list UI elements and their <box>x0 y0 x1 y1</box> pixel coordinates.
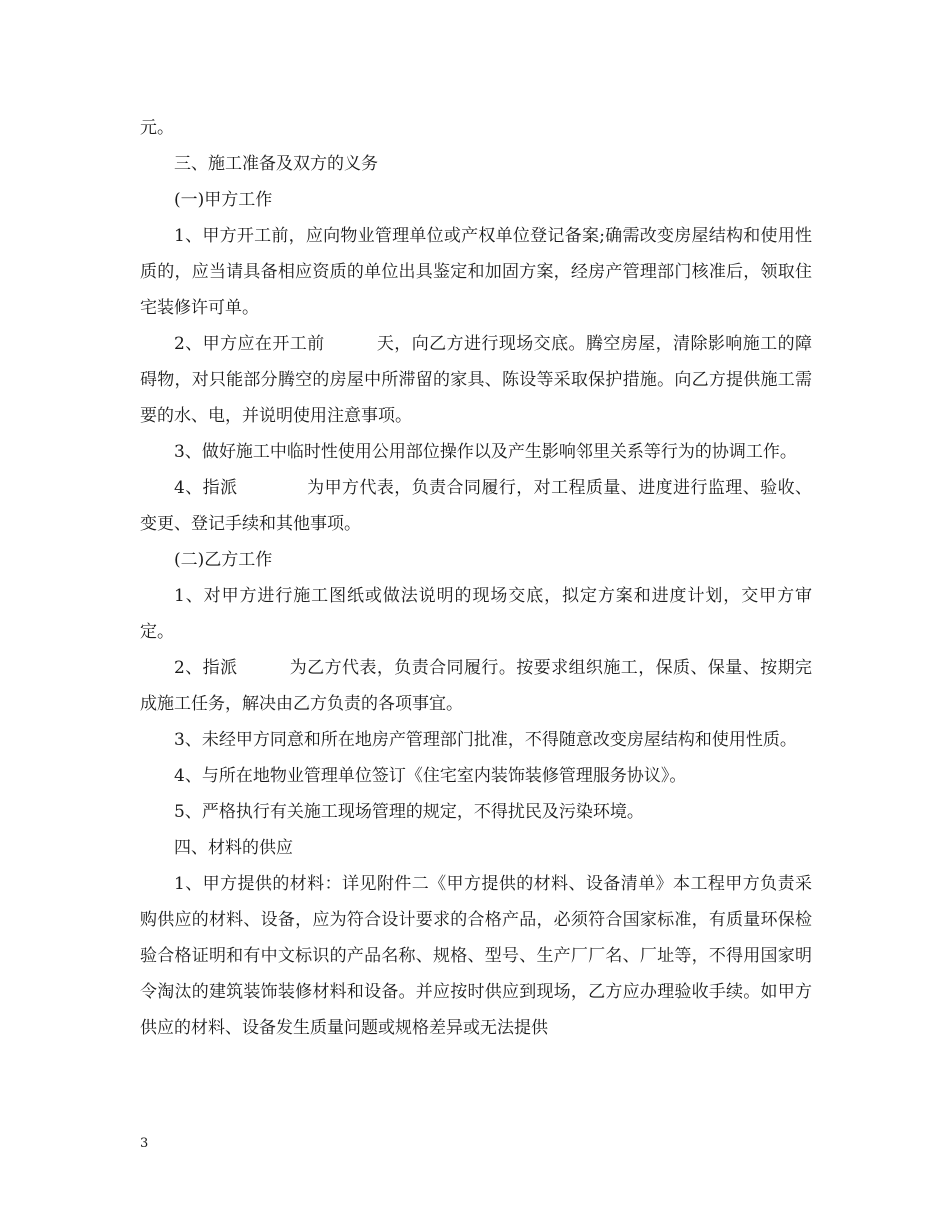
clause-party-a-1: 1、甲方开工前，应向物业管理单位或产权单位登记备案;确需改变房屋结构和使用性质的，应当请具备相应资质的单位出具鉴定和加固方案，经房产管理部门核准后，领取住宅装修许可单。 <box>140 226 812 318</box>
subsection-heading-party-b: (二)乙方工作 <box>174 550 273 570</box>
section-heading-material-supply: 四、材料的供应 <box>174 838 293 858</box>
clause-party-b-3: 3、未经甲方同意和所在地房产管理部门批准，不得随意改变房屋结构和使用性质。 <box>174 730 797 750</box>
clause-material-supply-1: 1、甲方提供的材料：详见附件二《甲方提供的材料、设备清单》本工程甲方负责采购供应的材料、设备，应为符合设计要求的合格产品，必须符合国家标准，有质量环保检验合格证明和有中文标识的产品名称、规格、型号、生产厂厂名、厂址等，不得用国家明令淘汰的建筑装饰装修材料和设备。并应按时供应到现场，乙方应办理验收手续。如甲方供应的材料、设备发生质量问题或规格差异或无法提供 <box>140 874 812 1038</box>
clause-party-b-4: 4、与所在地物业管理单位签订《住宅室内装饰装修管理服务协议》。 <box>174 766 687 786</box>
clause-party-a-4: 4、指派 为甲方代表，负责合同履行，对工程质量、进度进行监理、验收、变更、登记手续和其他事项。 <box>140 478 812 534</box>
document-body <box>140 110 812 1046</box>
clause-party-b-1: 1、对甲方进行施工图纸或做法说明的现场交底，拟定方案和进度计划，交甲方审定。 <box>140 586 812 642</box>
subsection-heading-party-a: (一)甲方工作 <box>174 190 273 210</box>
clause-party-a-2: 2、甲方应在开工前 天，向乙方进行现场交底。腾空房屋，清除影响施工的障碍物，对只能部分腾空的房屋中所滞留的家具、陈设等采取保护措施。向乙方提供施工需要的水、电，并说明使用注意事项。 <box>140 334 812 426</box>
section-heading-construction-preparation: 三、施工准备及双方的义务 <box>174 154 378 174</box>
clause-party-b-2: 2、指派 为乙方代表，负责合同履行。按要求组织施工，保质、保量、按期完成施工任务，解决由乙方负责的各项事宜。 <box>140 658 812 714</box>
clause-party-a-3: 3、做好施工中临时性使用公用部位操作以及产生影响邻里关系等行为的协调工作。 <box>174 442 797 462</box>
paragraph-continuation: 元。 <box>140 118 174 138</box>
clause-party-b-5: 5、严格执行有关施工现场管理的规定，不得扰民及污染环境。 <box>174 802 644 822</box>
page-number: 3 <box>140 1136 149 1151</box>
